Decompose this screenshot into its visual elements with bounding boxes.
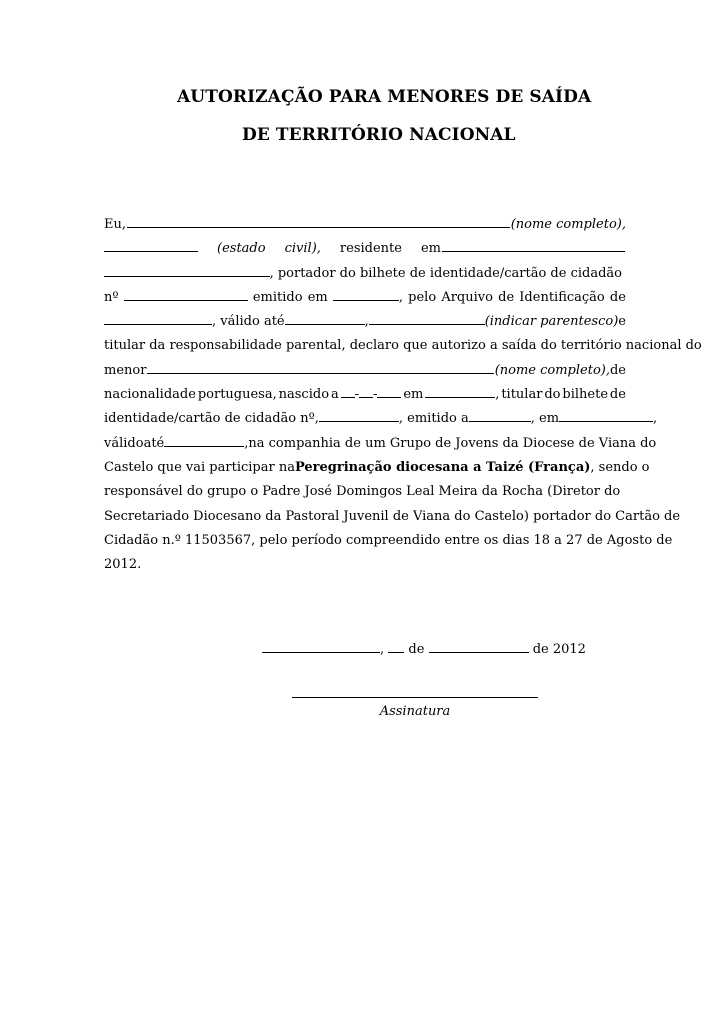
text-identificacao: Identificação [519,289,605,305]
minor-id-issue-group: , em [469,407,559,431]
signature-label: Assinatura [379,704,451,719]
address-blank-2[interactable] [104,264,270,277]
hint-minor-name: (nome completo), [494,362,610,378]
text-minor-id: identidade/cartão de cidadão nº, [104,411,319,427]
text-ate: até [143,435,165,451]
place-blank[interactable] [262,640,380,653]
body-line-10 [104,432,657,456]
text-periodo: Cidadão n.º 11503567, pelo período compreendido entre os dias 18 a 27 de Agosto de [104,532,673,548]
pilgrimage-name: Peregrinação diocesana a Taizé (França) [294,459,591,475]
authorization-body [104,213,702,577]
text-arquivo: Arquivo [441,289,493,305]
marital-status-blank[interactable] [104,239,198,252]
body-line-11 [104,456,650,480]
text-menor: menor [104,362,147,378]
minor-valid-group: , [164,432,248,456]
birthplace-group: , [425,383,499,407]
minor-id-valid-until-blank[interactable] [164,434,244,447]
month-blank[interactable] [429,640,529,653]
body-line-7: menor (nome completo), de [104,359,626,383]
text-portador-bi: , portador do bilhete de identidade/cartão de cidadão [269,265,622,281]
body-line-15 [104,553,626,577]
hint-full-name: (nome completo), [510,217,626,232]
birth-day-blank[interactable] [341,385,355,398]
relationship-blank[interactable] [369,312,485,325]
birth-year-blank[interactable] [377,385,401,398]
address-group [421,237,626,261]
issue-date-group: , [333,286,403,310]
body-line-13 [104,505,681,529]
text-responsavel: responsável do grupo o Padre José Domingos Leal Meira da Rocha (Diretor do [104,484,621,500]
body-line-1 [104,213,626,237]
minor-id-group: , emitido a [319,407,469,431]
text-parental-responsibility: titular da responsabilidade parental, declaro que autorizo a saída do território nacional do [104,338,702,354]
text-emitido: emitido [252,289,303,305]
validity-group: , válido até [104,310,285,334]
body-line-3 [104,262,626,286]
text-year: 2012. [104,557,142,573]
text-nascido: nascido [278,387,330,403]
text-residente: residente [339,241,402,257]
date-line: , de de 2012 [262,640,586,657]
text-de-2: de [609,289,626,305]
hint-relationship: (indicar parentesco) [484,314,619,330]
hint-marital-status-2: civil), [284,241,321,257]
minor-id-place-blank[interactable] [559,409,653,422]
text-valido: válido [104,435,144,451]
minor-name-blank[interactable] [147,361,493,374]
document-title-line-2: DE TERRITÓRIO NACIONAL [242,125,516,145]
text-eu: Eu, [104,217,126,232]
body-line-9 [104,407,658,431]
document-title-line-1: AUTORIZAÇÃO PARA MENORES DE SAÍDA [177,87,592,107]
text-secretariado: Secretariado Diocesano da Pastoral Juvenil de Viana do Castelo) portador do Cartão de [104,508,681,524]
full-name-blank[interactable] [127,215,510,228]
signature-line[interactable] [292,697,538,698]
minor-id-issue-date-blank[interactable] [469,409,531,422]
id-number-blank[interactable] [124,288,248,301]
birth-month-blank[interactable] [359,385,373,398]
text-em: em [420,241,442,257]
body-line-8: nacionalidade portuguesa, nascido a - - em , titular do bilhete de [104,383,626,407]
text-pelo: pelo [408,289,437,305]
body-line-5: , válido até , (indicar parentesco) e [104,310,626,334]
body-line-12 [104,480,626,504]
text-castelo-participar: Castelo que vai participar na [104,459,295,475]
id-issuer-blank[interactable] [104,312,212,325]
birth-date-group: - - [341,383,402,407]
valid-until-blank[interactable] [285,312,365,325]
body-line-4 [104,286,626,310]
text-portuguesa: portuguesa, [197,387,277,403]
text-companhia: na companhia de um Grupo de Jovens da Diocese de Viana do [248,435,657,451]
body-line-2 [104,237,626,261]
body-line-6 [104,334,702,358]
text-em-2: em [307,289,328,305]
address-blank-1[interactable] [442,239,625,252]
minor-id-place-group: , [559,407,657,431]
day-blank[interactable] [388,640,404,653]
valid-until-group: , [285,310,369,334]
body-line-14 [104,529,673,553]
text-nacionalidade: nacionalidade [104,387,196,403]
pilgrimage-group: Peregrinação diocesana a Taizé (França), sendo o [294,459,650,475]
issue-date-blank[interactable] [333,288,399,301]
date-year: de 2012 [532,642,586,657]
minor-id-blank[interactable] [319,409,399,422]
text-numero: nº [104,289,119,305]
birthplace-blank[interactable] [425,385,495,398]
hint-marital-status-1: (estado [217,241,266,257]
text-de: de [498,289,515,305]
